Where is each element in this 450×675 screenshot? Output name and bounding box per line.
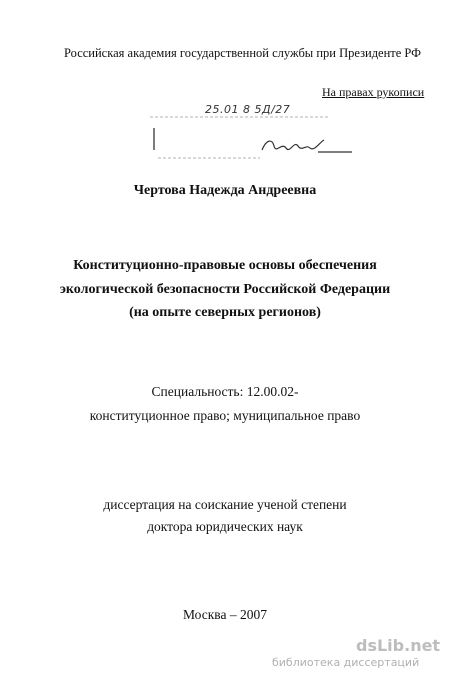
dissertation-title-line-3: (на опыте северных регионов) (129, 305, 321, 320)
watermark-subtitle: библиотека диссертаций (272, 656, 420, 669)
degree-line-2: доктора юридических наук (147, 519, 303, 534)
manuscript-note: На правах рукописи (322, 85, 425, 99)
watermark-logo (356, 636, 440, 655)
watermark-logo-text: dsLib.net (356, 636, 441, 655)
dissertation-title-line-1: Конституционно-правовые основы обеспечения (73, 258, 377, 273)
institution-line: Российская академия государственной службы при Президенте РФ (64, 46, 422, 60)
signature-icon (262, 140, 352, 152)
city-year: Москва – 2007 (183, 607, 267, 622)
handwritten-stamp: 25.01 8 5Д/27 (205, 103, 291, 116)
degree-line-1: диссертация на соискание ученой степени (103, 497, 347, 512)
author-name: Чертова Надежда Андреевна (133, 183, 317, 198)
specialty-line-1: Специальность: 12.00.02- (151, 384, 299, 399)
dissertation-title-line-2: экологической безопасности Российской Федерации (59, 282, 391, 297)
specialty-line-2: конституционное право; муниципальное право (89, 408, 361, 423)
